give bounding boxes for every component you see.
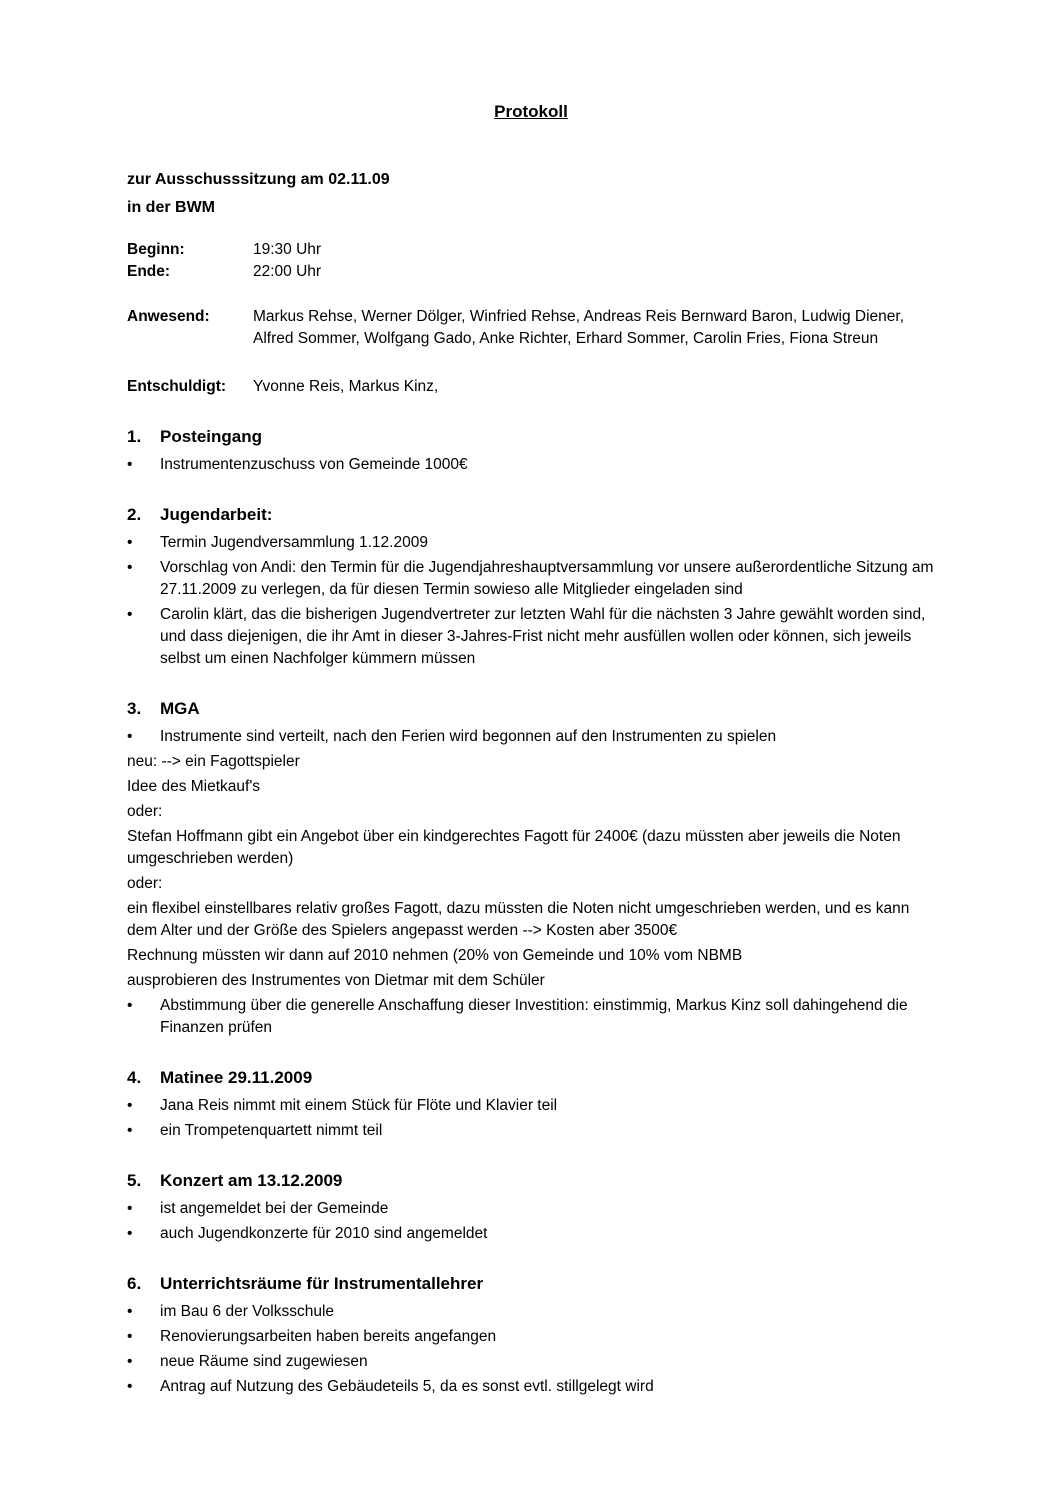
bullet-item [127,532,935,554]
attendance-label-anwesend: Anwesend: [127,308,210,325]
attendance-value-anwesend: Markus Rehse, Werner Dölger, Winfried Rehse, Andreas Reis Bernward Baron, Ludwig Diener, Alfred Sommer, Wolfgang Gado, Anke Richter, Erhard Sommer, Carolin Fries, Fiona Streun [253,308,905,347]
plain-line: ausprobieren des Instrumentes von Dietmar mit dem Schüler [127,972,545,989]
plain-line: ein flexibel einstellbares relativ großes Fagott, dazu müssten die Noten nicht umgeschrieben werden, und es kann dem Alter und der Größe des Spielers angepasst werden --> Kosten aber 3500€ [127,900,910,939]
meta-label-beginn: Beginn: [127,241,185,258]
attendance-row-anwesend [127,306,935,350]
bullet-item [127,995,935,1039]
bullet-icon: • [127,1378,133,1395]
plain-line: Rechnung müssten wir dann auf 2010 nehmen (20% von Gemeinde und 10% vom NBMB [127,947,743,964]
bullet-item [127,1120,935,1142]
bullet-item [127,1198,935,1220]
bullet-icon: • [127,997,133,1014]
section-title: MGA [160,699,200,718]
plain-line: Stefan Hoffmann gibt ein Angebot über ein kindgerechtes Fagott für 2400€ (dazu müssten aber jeweils die Noten umgeschrieben werden) [127,828,901,867]
bullet-icon: • [127,1200,133,1217]
item-text: Jana Reis nimmt mit einem Stück für Flöte und Klavier teil [160,1097,558,1114]
item-text: Antrag auf Nutzung des Gebäudeteils 5, da es sonst evtl. stillgelegt wird [160,1378,654,1395]
section-jugendarbeit [127,503,935,670]
item-text: Carolin klärt, das die bisherigen Jugendvertreter zur letzten Wahl für die nächsten 3 Jahre gewählt worden sind, und dass diejenigen, die ihr Amt in dieser 3-Jahres-Frist nicht mehr ausfüllen wollen oder können, sich jeweils selbst um einen Nachfolger kümmern müssen [160,606,926,667]
meta-block [127,239,935,283]
section-title: Posteingang [160,427,263,446]
bullet-icon: • [127,456,133,473]
bullet-item [127,557,935,601]
section-unterrichtsraeume [127,1272,935,1398]
bullet-icon: • [127,1097,133,1114]
bullet-icon: • [127,1303,133,1320]
section-number: 2. [127,505,142,524]
bullet-item [127,1223,935,1245]
bullet-icon: • [127,728,133,745]
attendance-label-entschuldigt: Entschuldigt: [127,378,227,395]
section-konzert [127,1169,935,1245]
bullet-icon: • [127,606,133,623]
bullet-icon: • [127,1328,133,1345]
meta-row-ende [127,261,935,283]
bullet-icon: • [127,534,133,551]
item-text: auch Jugendkonzerte für 2010 sind angemeldet [160,1225,488,1242]
section-heading [127,1169,935,1193]
bullet-item [127,1095,935,1117]
bullet-icon: • [127,1225,133,1242]
section-heading [127,1066,935,1090]
section-heading [127,503,935,527]
item-text: Instrumente sind verteilt, nach den Ferien wird begonnen auf den Instrumenten zu spielen [160,728,777,745]
section-title: Konzert am 13.12.2009 [160,1171,343,1190]
meta-label-ende: Ende: [127,263,171,280]
bullet-icon: • [127,1122,133,1139]
plain-line: oder: [127,803,163,820]
item-text: im Bau 6 der Volksschule [160,1303,335,1320]
subtitle-line-1: zur Ausschusssitzung am 02.11.09 [127,171,390,188]
item-text: Vorschlag von Andi: den Termin für die Jugendjahreshauptversammlung vor unsere außerordentliche Sitzung am 27.11.2009 zu verlegen, da für diesen Termin sowieso alle Mitglieder eingeladen sind [160,559,934,598]
item-text: neue Räume sind zugewiesen [160,1353,368,1370]
meta-value-ende: 22:00 Uhr [253,263,322,280]
section-number: 3. [127,699,142,718]
document-title [127,100,935,124]
bullet-item [127,454,935,476]
subtitle-line-2: in der BWM [127,199,215,216]
section-posteingang [127,425,935,476]
bullet-item [127,604,935,670]
bullet-icon: • [127,1353,133,1370]
section-title: Matinee 29.11.2009 [160,1068,313,1087]
meta-row-beginn [127,239,935,261]
section-number: 6. [127,1274,142,1293]
item-text: ein Trompetenquartett nimmt teil [160,1122,383,1139]
section-title: Unterrichtsräume für Instrumentallehrer [160,1274,484,1293]
bullet-item [127,1376,935,1398]
item-text: Termin Jugendversammlung 1.12.2009 [160,534,428,551]
meta-value-beginn: 19:30 Uhr [253,241,322,258]
section-matinee [127,1066,935,1142]
bullet-item [127,726,935,748]
section-heading [127,1272,935,1296]
section-number: 4. [127,1068,142,1087]
section-heading [127,697,935,721]
bullet-item [127,1351,935,1373]
section-number: 5. [127,1171,142,1190]
section-mga [127,697,935,1039]
bullet-item [127,1326,935,1348]
plain-line: Idee des Mietkauf's [127,778,261,795]
section-number: 1. [127,427,142,446]
attendance-value-entschuldigt: Yvonne Reis, Markus Kinz, [253,378,439,395]
document-subtitle [127,166,935,222]
bullet-item [127,1301,935,1323]
item-text: Instrumentenzuschuss von Gemeinde 1000€ [160,456,468,473]
plain-line: neu: --> ein Fagottspieler [127,753,300,770]
section-heading [127,425,935,449]
item-text: Renovierungsarbeiten haben bereits angefangen [160,1328,497,1345]
document-title-text: Protokoll [494,102,568,121]
item-text: ist angemeldet bei der Gemeinde [160,1200,389,1217]
plain-line: oder: [127,875,163,892]
section-title: Jugendarbeit: [160,505,273,524]
bullet-icon: • [127,559,133,576]
item-text: Abstimmung über die generelle Anschaffung dieser Investition: einstimmig, Markus Kinz soll dahingehend die Finanzen prüfen [160,997,908,1036]
attendance-row-entschuldigt [127,376,935,398]
